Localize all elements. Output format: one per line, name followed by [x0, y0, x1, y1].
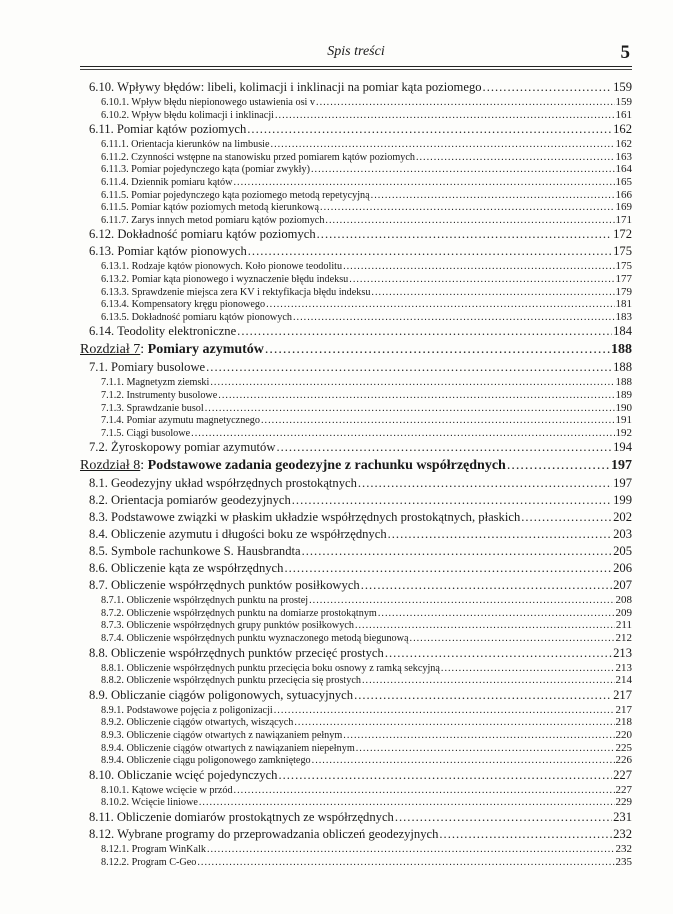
entry-title: 8.9.4. Obliczenie ciągu poligonowego zamkniętego — [101, 755, 311, 767]
entry-page-number: 175 — [613, 244, 632, 259]
dot-leader — [266, 299, 614, 311]
dot-leader — [358, 475, 612, 492]
entry-title: 6.10.1. Wpływ błędu niepionowego ustawienia osi v — [101, 97, 316, 108]
entry-title: 8.8. Obliczenie współrzędnych punktów przecięć prostych — [89, 645, 384, 660]
entry-title: 8.9. Obliczanie ciągów poligonowych, sytuacyjnych — [89, 687, 354, 702]
entry-page-number: 203 — [613, 527, 632, 542]
dot-leader — [361, 577, 612, 594]
dot-leader — [276, 439, 612, 456]
dot-leader — [388, 526, 612, 543]
entry-page-number: 183 — [615, 310, 632, 323]
dot-leader — [416, 152, 615, 164]
entry-title: 8.10.2. Wcięcie liniowe — [101, 797, 198, 809]
dot-leader — [275, 110, 615, 122]
dot-leader — [302, 543, 613, 560]
dot-leader — [312, 755, 615, 767]
dot-leader — [278, 767, 612, 784]
toc-entry — [80, 298, 632, 311]
dot-leader — [294, 717, 614, 729]
header-rule — [80, 66, 632, 67]
entry-title: 8.9.1. Podstawowe pojęcia z poligonizacji — [101, 704, 273, 716]
dot-leader — [378, 608, 615, 620]
toc-entry — [80, 109, 632, 122]
toc-entry — [80, 176, 632, 189]
dot-leader — [247, 121, 612, 138]
entry-page-number: 214 — [615, 674, 632, 687]
entry-title: Rozdział 8: Podstawowe zadania geodezyjne z rachunku współrzędnych — [80, 458, 506, 474]
entry-page-number: 229 — [615, 796, 632, 809]
entry-page-number: 189 — [615, 388, 632, 401]
entry-page-number: 179 — [615, 285, 632, 298]
entry-page-number: 159 — [615, 96, 632, 108]
entry-title: 7.2. Żyroskopowy pomiar azymutów — [89, 440, 276, 455]
toc-entry — [80, 729, 632, 742]
entry-title: 6.13.1. Rodzaje kątów pionowych. Koło pionowe teodolitu — [101, 261, 343, 273]
toc-entry — [80, 632, 632, 645]
entry-title: 6.11.4. Dziennik pomiaru kątów — [101, 176, 233, 188]
dot-leader — [191, 428, 614, 440]
entry-title: 6.11.5. Pomiar pojedynczego kąta poziomego metodą repetycyjną — [101, 189, 370, 201]
chapter-label: Rozdział 7 — [80, 342, 141, 358]
toc-entry — [80, 189, 632, 202]
entry-page-number: 184 — [613, 324, 632, 339]
entry-title: 7.1.2. Instrumenty busolowe — [101, 389, 218, 401]
toc-entry — [80, 560, 632, 577]
toc-entry — [80, 674, 632, 687]
entry-page-number: 194 — [613, 440, 632, 455]
toc-entry — [80, 662, 632, 675]
toc-entry — [80, 742, 632, 755]
entry-title: 8.12.2. Program C-Geo — [101, 856, 197, 868]
entry-title: 6.11.1. Orientacja kierunków na limbusie — [101, 139, 270, 151]
toc-entry — [80, 96, 632, 109]
entry-page-number: 213 — [613, 645, 632, 660]
toc-entry — [80, 856, 632, 869]
entry-page-number: 217 — [613, 687, 632, 702]
entry-title: 8.7.4. Obliczenie współrzędnych punktu wyznaczonego metodą biegunową — [101, 633, 409, 645]
toc-entry — [80, 754, 632, 767]
dot-leader — [343, 261, 614, 273]
entry-page-number: 217 — [615, 703, 632, 716]
entry-page-number: 202 — [613, 510, 632, 525]
dot-leader — [207, 844, 615, 856]
entry-title: 7.1.3. Sprawdzanie busol — [101, 402, 204, 414]
entry-title: 7.1.5. Ciągi busolowe — [101, 427, 191, 439]
entry-page-number: 207 — [613, 578, 632, 593]
toc-entry — [80, 607, 632, 620]
entry-page-number: 227 — [613, 767, 632, 782]
toc-entry — [80, 594, 632, 607]
chapter-entry — [80, 340, 632, 359]
entry-page-number: 165 — [615, 175, 632, 188]
entry-page-number: 197 — [611, 458, 632, 474]
entry-title: 8.2. Orientacja pomiarów geodezyjnych — [89, 493, 291, 508]
dot-leader — [371, 190, 615, 202]
dot-leader — [354, 687, 612, 704]
entry-title: 8.7.1. Obliczenie współrzędnych punktu na prostej — [101, 595, 309, 607]
entry-page-number: 232 — [615, 843, 632, 855]
dot-leader — [410, 633, 615, 645]
toc-entry — [80, 359, 632, 376]
entry-page-number: 162 — [613, 122, 632, 137]
dot-leader — [206, 359, 612, 376]
entry-title: 6.13.3. Sprawdzenie miejsca zera KV i rektyfikacja błędu indeksu — [101, 286, 371, 298]
entry-title: 6.11. Pomiar kątów poziomych — [89, 122, 247, 137]
toc-entry — [80, 826, 632, 843]
entry-page-number: 172 — [613, 227, 632, 242]
toc-entry — [80, 79, 632, 96]
toc-entry — [80, 427, 632, 440]
dot-leader — [317, 226, 612, 243]
dot-leader — [292, 492, 612, 509]
dot-leader — [284, 560, 612, 577]
entry-title: 8.10. Obliczanie wcięć pojedynczych — [89, 767, 278, 782]
table-of-contents — [80, 79, 632, 868]
entry-page-number: 159 — [613, 80, 632, 94]
dot-leader — [441, 663, 615, 675]
running-header — [80, 44, 632, 66]
entry-page-number: 181 — [615, 298, 632, 311]
dot-leader — [325, 215, 614, 227]
toc-entry — [80, 201, 632, 214]
entry-title: 8.9.4. Obliczenie ciągów otwartych z nawiązaniem niepełnym — [101, 742, 355, 754]
dot-leader — [197, 857, 614, 869]
entry-title: 8.5. Symbole rachunkowe S. Hausbrandta — [89, 544, 301, 559]
entry-page-number: 209 — [615, 606, 632, 619]
dot-leader — [521, 509, 612, 526]
toc-entry — [80, 492, 632, 509]
dot-leader — [261, 415, 615, 427]
toc-entry — [80, 138, 632, 151]
toc-entry — [80, 619, 632, 632]
entry-page-number: 235 — [615, 855, 632, 868]
entry-title: 8.8.1. Obliczenie współrzędnych punktu przecięcia boku osnowy z ramką sekcyjną — [101, 662, 440, 674]
dot-leader — [274, 705, 615, 717]
entry-page-number: 227 — [615, 783, 632, 796]
entry-page-number: 205 — [613, 544, 632, 559]
toc-entry — [80, 260, 632, 273]
toc-entry — [80, 389, 632, 402]
entry-page-number: 206 — [613, 561, 632, 576]
toc-entry — [80, 704, 632, 717]
entry-title: 8.8.2. Obliczenie współrzędnych punktu przecięcia się prostych — [101, 675, 361, 687]
entry-title: 6.11.3. Pomiar pojedynczego kąta (pomiar zwykły) — [101, 164, 310, 176]
entry-title: 8.6. Obliczenie kąta ze współrzędnych — [89, 561, 284, 576]
dot-leader — [248, 243, 612, 260]
entry-page-number: 177 — [615, 272, 632, 285]
chapter-entry — [80, 456, 632, 475]
entry-title: 7.1.4. Pomiar azymutu magnetycznego — [101, 415, 260, 427]
entry-page-number: 225 — [615, 741, 632, 754]
entry-page-number: 162 — [615, 138, 632, 151]
toc-entry — [80, 414, 632, 427]
entry-page-number: 175 — [615, 260, 632, 273]
entry-page-number: 213 — [615, 661, 632, 674]
entry-title: 6.11.2. Czynności wstępne na stanowisku przed pomiarem kątów poziomych — [101, 151, 415, 163]
entry-title: 7.1.1. Magnetyzm ziemski — [101, 377, 210, 389]
toc-entry — [80, 475, 632, 492]
dot-leader — [234, 785, 615, 797]
dot-leader — [210, 377, 614, 389]
entry-title: Rozdział 7: Pomiary azymutów — [80, 342, 264, 358]
toc-entry — [80, 687, 632, 704]
toc-entry — [80, 526, 632, 543]
dot-leader — [205, 403, 615, 415]
entry-title: 8.7. Obliczenie współrzędnych punktów posiłkowych — [89, 578, 360, 593]
toc-entry — [80, 226, 632, 243]
dot-leader — [320, 202, 614, 214]
toc-entry — [80, 323, 632, 340]
entry-title: 8.10.1. Kątowe wcięcie w przód — [101, 784, 233, 796]
chapter-label: Rozdział 8 — [80, 458, 141, 474]
entry-title: 6.12. Dokładność pomiaru kątów poziomych — [89, 227, 316, 242]
toc-entry — [80, 163, 632, 176]
entry-title: 6.13.2. Pomiar kąta pionowego i wyznaczenie błędu indeksu — [101, 273, 349, 285]
dot-leader — [439, 826, 612, 843]
toc-entry — [80, 286, 632, 299]
entry-page-number: 166 — [615, 188, 632, 201]
dot-leader — [483, 79, 613, 96]
entry-page-number: 171 — [615, 213, 632, 226]
entry-page-number: 218 — [615, 716, 632, 729]
chapter-title: Podstawowe zadania geodezyjne z rachunku współrzędnych — [147, 458, 506, 474]
entry-page-number: 163 — [615, 150, 632, 163]
toc-entry — [80, 767, 632, 784]
entry-title: 8.7.2. Obliczenie współrzędnych punktu na domiarze prostokątnym — [101, 607, 377, 619]
entry-page-number: 212 — [615, 632, 632, 645]
toc-entry — [80, 577, 632, 594]
entry-title: 8.7.3. Obliczenie współrzędnych grupy punktów posiłkowych — [101, 620, 354, 632]
entry-title: 6.13. Pomiar kątów pionowych — [89, 244, 247, 259]
entry-page-number: 161 — [615, 108, 632, 121]
entry-title: 6.10.2. Wpływ błędu kolimacji i inklinacji — [101, 109, 274, 121]
entry-title: 6.11.5. Pomiar kątów poziomych metodą kierunkową — [101, 202, 320, 214]
entry-page-number: 188 — [613, 360, 632, 375]
entry-page-number: 226 — [615, 754, 632, 767]
dot-leader — [371, 287, 614, 299]
toc-entry — [80, 402, 632, 415]
entry-page-number: 231 — [613, 810, 632, 824]
header-page-number: 5 — [620, 42, 630, 63]
toc-entry — [80, 243, 632, 260]
dot-leader — [507, 456, 610, 475]
dot-leader — [349, 274, 614, 286]
entry-title: 8.4. Obliczenie azymutu i długości boku ze współrzędnych — [89, 527, 387, 542]
dot-leader — [237, 323, 612, 340]
dot-leader — [395, 809, 612, 826]
entry-page-number: 211 — [615, 619, 632, 632]
entry-page-number: 197 — [613, 476, 632, 491]
entry-page-number: 220 — [615, 729, 632, 742]
toc-entry — [80, 214, 632, 227]
entry-page-number: 232 — [613, 827, 632, 841]
header-title: Spis treści — [327, 44, 385, 59]
entry-page-number: 192 — [615, 426, 632, 439]
entry-page-number: 208 — [615, 594, 632, 607]
toc-entry — [80, 784, 632, 797]
entry-title: 8.3. Podstawowe związki w płaskim układzie współrzędnych prostokątnych, płaskich — [89, 510, 521, 525]
entry-title: 6.13.5. Dokładność pomiaru kątów pionowych — [101, 311, 292, 323]
dot-leader — [265, 340, 610, 359]
dot-leader — [316, 97, 614, 109]
dot-leader — [293, 312, 615, 324]
toc-entry — [80, 645, 632, 662]
dot-leader — [218, 390, 614, 402]
toc-entry — [80, 843, 632, 856]
toc-entry — [80, 543, 632, 560]
entry-title: 6.11.7. Zarys innych metod pomiaru kątów poziomych — [101, 214, 325, 226]
toc-entry — [80, 809, 632, 826]
toc-entry — [80, 439, 632, 456]
entry-page-number: 190 — [615, 401, 632, 414]
dot-leader — [362, 675, 615, 687]
dot-leader — [199, 797, 615, 809]
toc-entry — [80, 796, 632, 809]
entry-title: 8.9.3. Obliczenie ciągów otwartych z nawiązaniem pełnym — [101, 730, 343, 742]
toc-entry — [80, 151, 632, 164]
entry-title: 8.1. Geodezyjny układ współrzędnych prostokątnych — [89, 476, 357, 491]
dot-leader — [385, 645, 612, 662]
entry-title: 8.12.1. Program WinKalk — [101, 844, 206, 855]
entry-title: 6.10. Wpływy błędów: libeli, kolimacji i inklinacji na pomiar kąta poziomego — [89, 80, 482, 94]
dot-leader — [355, 620, 615, 632]
dot-leader — [356, 743, 615, 755]
toc-entry — [80, 509, 632, 526]
dot-leader — [311, 164, 615, 176]
entry-title: 8.9.2. Obliczenie ciągów otwartych, wiszących — [101, 717, 294, 729]
entry-title: 6.13.4. Kompensatory kręgu pionowego — [101, 299, 266, 311]
entry-page-number: 169 — [615, 201, 632, 214]
entry-title: 6.14. Teodolity elektroniczne — [89, 324, 237, 339]
dot-leader — [343, 730, 614, 742]
toc-entry — [80, 311, 632, 324]
entry-title: 8.12. Wybrane programy do przeprowadzania obliczeń geodezyjnych — [89, 827, 439, 841]
chapter-title: Pomiary azymutów — [147, 342, 264, 358]
dot-leader — [233, 177, 614, 189]
entry-page-number: 191 — [615, 414, 632, 427]
entry-page-number: 199 — [613, 493, 632, 508]
toc-entry — [80, 121, 632, 138]
entry-title: 7.1. Pomiary busolowe — [89, 360, 206, 375]
entry-page-number: 164 — [615, 163, 632, 176]
entry-page-number: 188 — [611, 342, 632, 358]
entry-page-number: 188 — [615, 376, 632, 389]
entry-title: 8.11. Obliczenie domiarów prostokątnych ze współrzędnych — [89, 810, 394, 824]
toc-entry — [80, 716, 632, 729]
dot-leader — [309, 595, 614, 607]
toc-entry — [80, 273, 632, 286]
dot-leader — [271, 139, 615, 151]
header-rule-thin — [80, 69, 632, 70]
toc-entry — [80, 376, 632, 389]
